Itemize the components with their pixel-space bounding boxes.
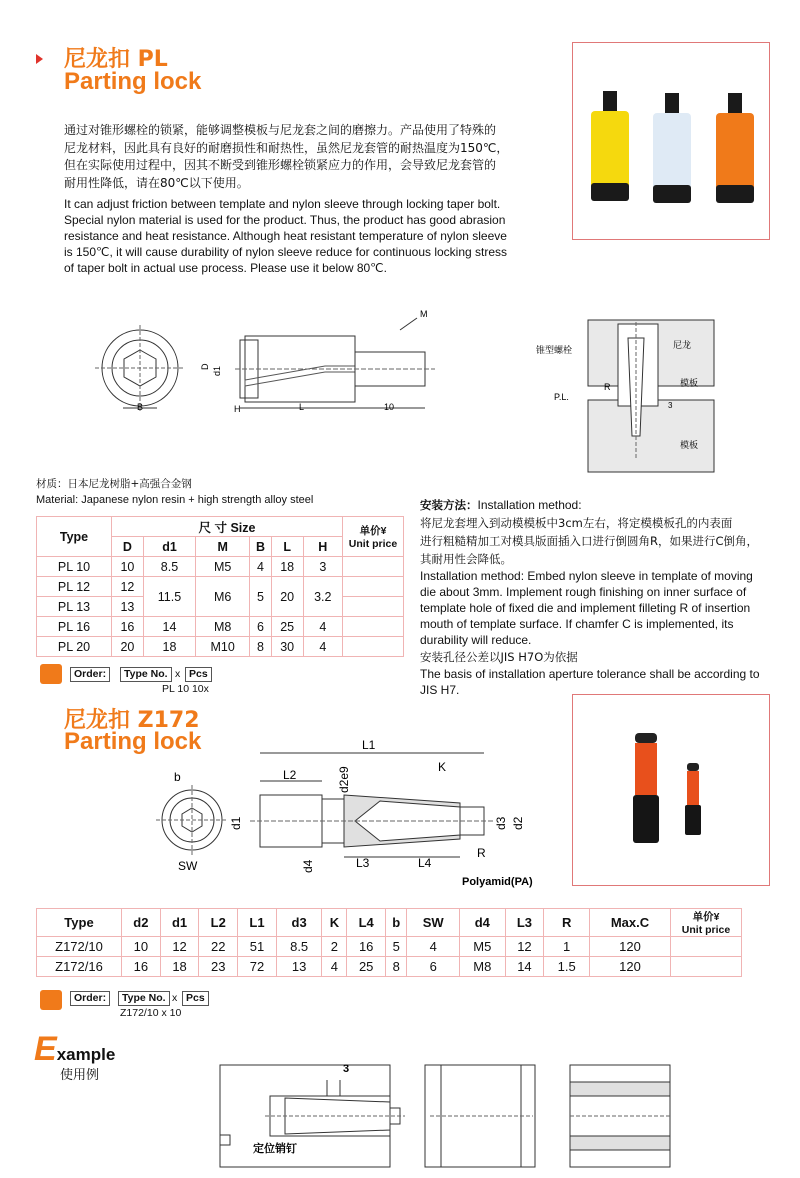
svg-text:H: H	[234, 404, 241, 414]
order-example: PL 10 10x	[162, 683, 209, 695]
pl-product-photo	[572, 42, 770, 240]
order-type-no: Type No.	[118, 991, 170, 1006]
example-title-cn: 使用例	[60, 1068, 100, 1083]
z172-product-photo	[572, 694, 770, 886]
col-M: M	[196, 537, 250, 557]
svg-text:B: B	[137, 402, 144, 412]
order-example: Z172/10 x 10	[120, 1007, 182, 1019]
svg-text:10: 10	[384, 402, 395, 412]
col-B: B	[250, 537, 271, 557]
table-row: Z172/10 10 12 22 51 8.5 2 16 5 4 M5 12 1 120	[37, 937, 742, 957]
pl-technical-drawing	[95, 300, 545, 420]
svg-text:d3: d3	[494, 816, 508, 830]
pl-installation-method: 安装方法：Installation method: 将尼龙套埋入到动模模板中3cm左右，将定模模板孔的内表面 进行粗糙精加工对模具版面插入口进行倒圆角R，如果进行C倒角， 其耐用性会降低。 Installation method: Embed nylon sleeve in template of moving die about 3mm. Implement rough finishing on inner surface of template hole of fixed die and implement filleting R of insertion mouth of template surface. If chamfer C is implemented, its durability will reduce. 安装孔径公差以JIS H7O为依据 The basis of installation aperture tolerance shall be according to JIS H7.	[420, 498, 760, 697]
table-row: PL 10 10 8.5 M5 4 18 3	[37, 557, 404, 577]
pl-title-cn: 尼龙扣 PL	[64, 47, 168, 72]
pl-title-en: Parting lock	[64, 68, 202, 95]
svg-text:R: R	[477, 846, 486, 860]
order-type-no: Type No.	[120, 667, 172, 682]
table-header-price: 单价¥ Unit price	[343, 517, 404, 557]
example-drawings	[215, 1060, 775, 1172]
z172-price-header: 单价¥ Unit price	[671, 909, 742, 937]
order-label: Order:	[70, 667, 110, 682]
order-pcs: Pcs	[185, 667, 212, 682]
svg-text:尼龙: 尼龙	[673, 340, 692, 350]
section-arrow-icon	[36, 54, 43, 64]
svg-text:b: b	[174, 770, 181, 784]
pl-material-en: Material: Japanese nylon resin + high strength alloy steel	[36, 494, 314, 506]
svg-text:L1: L1	[362, 738, 376, 752]
svg-text:SW: SW	[178, 859, 198, 873]
svg-text:锥型螺栓: 锥型螺栓	[536, 345, 573, 355]
svg-text:定位销钉: 定位销钉	[253, 1143, 297, 1155]
table-header-type: Type	[37, 517, 112, 557]
svg-text:d2: d2	[511, 816, 525, 830]
z172-title-cn: 尼龙扣 Z172	[64, 708, 200, 733]
table-header-size: 尺 寸 Size	[112, 517, 343, 537]
pl-install-drawing	[536, 318, 720, 478]
svg-text:M: M	[420, 309, 428, 319]
table-row: Z172/16 16 18 23 72 13 4 25 8 6 M8 14 1.5 120	[37, 957, 742, 977]
table-row: PL 12 12 11.5 M6 5 20 3.2	[37, 577, 404, 597]
svg-text:L4: L4	[418, 856, 432, 870]
svg-text:D: D	[200, 363, 210, 370]
order-x: x	[175, 668, 181, 680]
svg-text:d2e9: d2e9	[337, 766, 351, 793]
svg-text:d4: d4	[301, 859, 315, 873]
svg-text:3: 3	[343, 1063, 350, 1075]
col-d1: d1	[143, 537, 195, 557]
phone-icon	[40, 990, 62, 1010]
col-H: H	[303, 537, 342, 557]
pl-spec-table	[36, 516, 404, 657]
svg-text:Polyamid(PA): Polyamid(PA)	[462, 876, 533, 888]
phone-icon	[40, 664, 62, 684]
col-D: D	[112, 537, 144, 557]
svg-text:P.L.: P.L.	[554, 392, 569, 402]
table-row: PL 16 16 14 M8 6 25 4	[37, 617, 404, 637]
z172-spec-table: Type d2 d1 L2 L1 d3 K L4 b SW d4 L3 R Max.C 单价¥ Unit price Z172/10 10 12 22 51 8.5 2 16 5 4 M5 12 1 120 Z172/16 16 18 23 72 13 4 25 8 6 M8 14 1.5 120	[36, 908, 742, 977]
z172-title-en: Parting lock	[64, 728, 202, 755]
table-row: PL 13 13	[37, 597, 404, 617]
z172-technical-drawing	[150, 735, 570, 895]
order-label: Order:	[70, 991, 110, 1006]
svg-text:L: L	[299, 402, 305, 412]
table-row: PL 20 20 18 M10 8 30 4	[37, 637, 404, 657]
svg-text:模板: 模板	[680, 440, 699, 450]
svg-text:R: R	[604, 382, 611, 392]
svg-text:L3: L3	[356, 856, 370, 870]
order-x: x	[172, 992, 178, 1004]
order-pcs: Pcs	[182, 991, 209, 1006]
svg-text:d1: d1	[212, 365, 222, 376]
svg-text:模板: 模板	[680, 378, 699, 388]
svg-text:K: K	[438, 760, 447, 774]
svg-text:3: 3	[668, 401, 673, 410]
col-L: L	[271, 537, 303, 557]
svg-text:d1: d1	[229, 816, 243, 830]
svg-text:L2: L2	[283, 768, 297, 782]
example-title: Example	[34, 1030, 116, 1068]
pl-description-cn: 通过对锥形螺栓的锁紧，能够调整模板与尼龙套之间的磨擦力。产品使用了特殊的 尼龙材料，因此具有良好的耐磨损性和耐热性，虽然尼龙套管的耐热温度为150℃， 但在实际使用过程中，因其不断受到锥形螺栓锁紧应力的作用，会导致尼龙套管的 耐用性降低，请在80℃以下使用。	[64, 123, 509, 190]
pl-material-cn: 材质：日本尼龙树脂+高强合金钢	[36, 478, 192, 490]
pl-description-en: It can adjust friction between template and nylon sleeve through locking taper bolt. Special nylon material is used for the product. Thus, the product has good abrasion resistance and heat resistance. Although heat resistant temperature of nylon sleeve is 150℃, it will cause durability of nylon sleeve reduce for continuous locking stress of taper bolt in actual use process. Please use it below 80℃.	[64, 197, 508, 275]
